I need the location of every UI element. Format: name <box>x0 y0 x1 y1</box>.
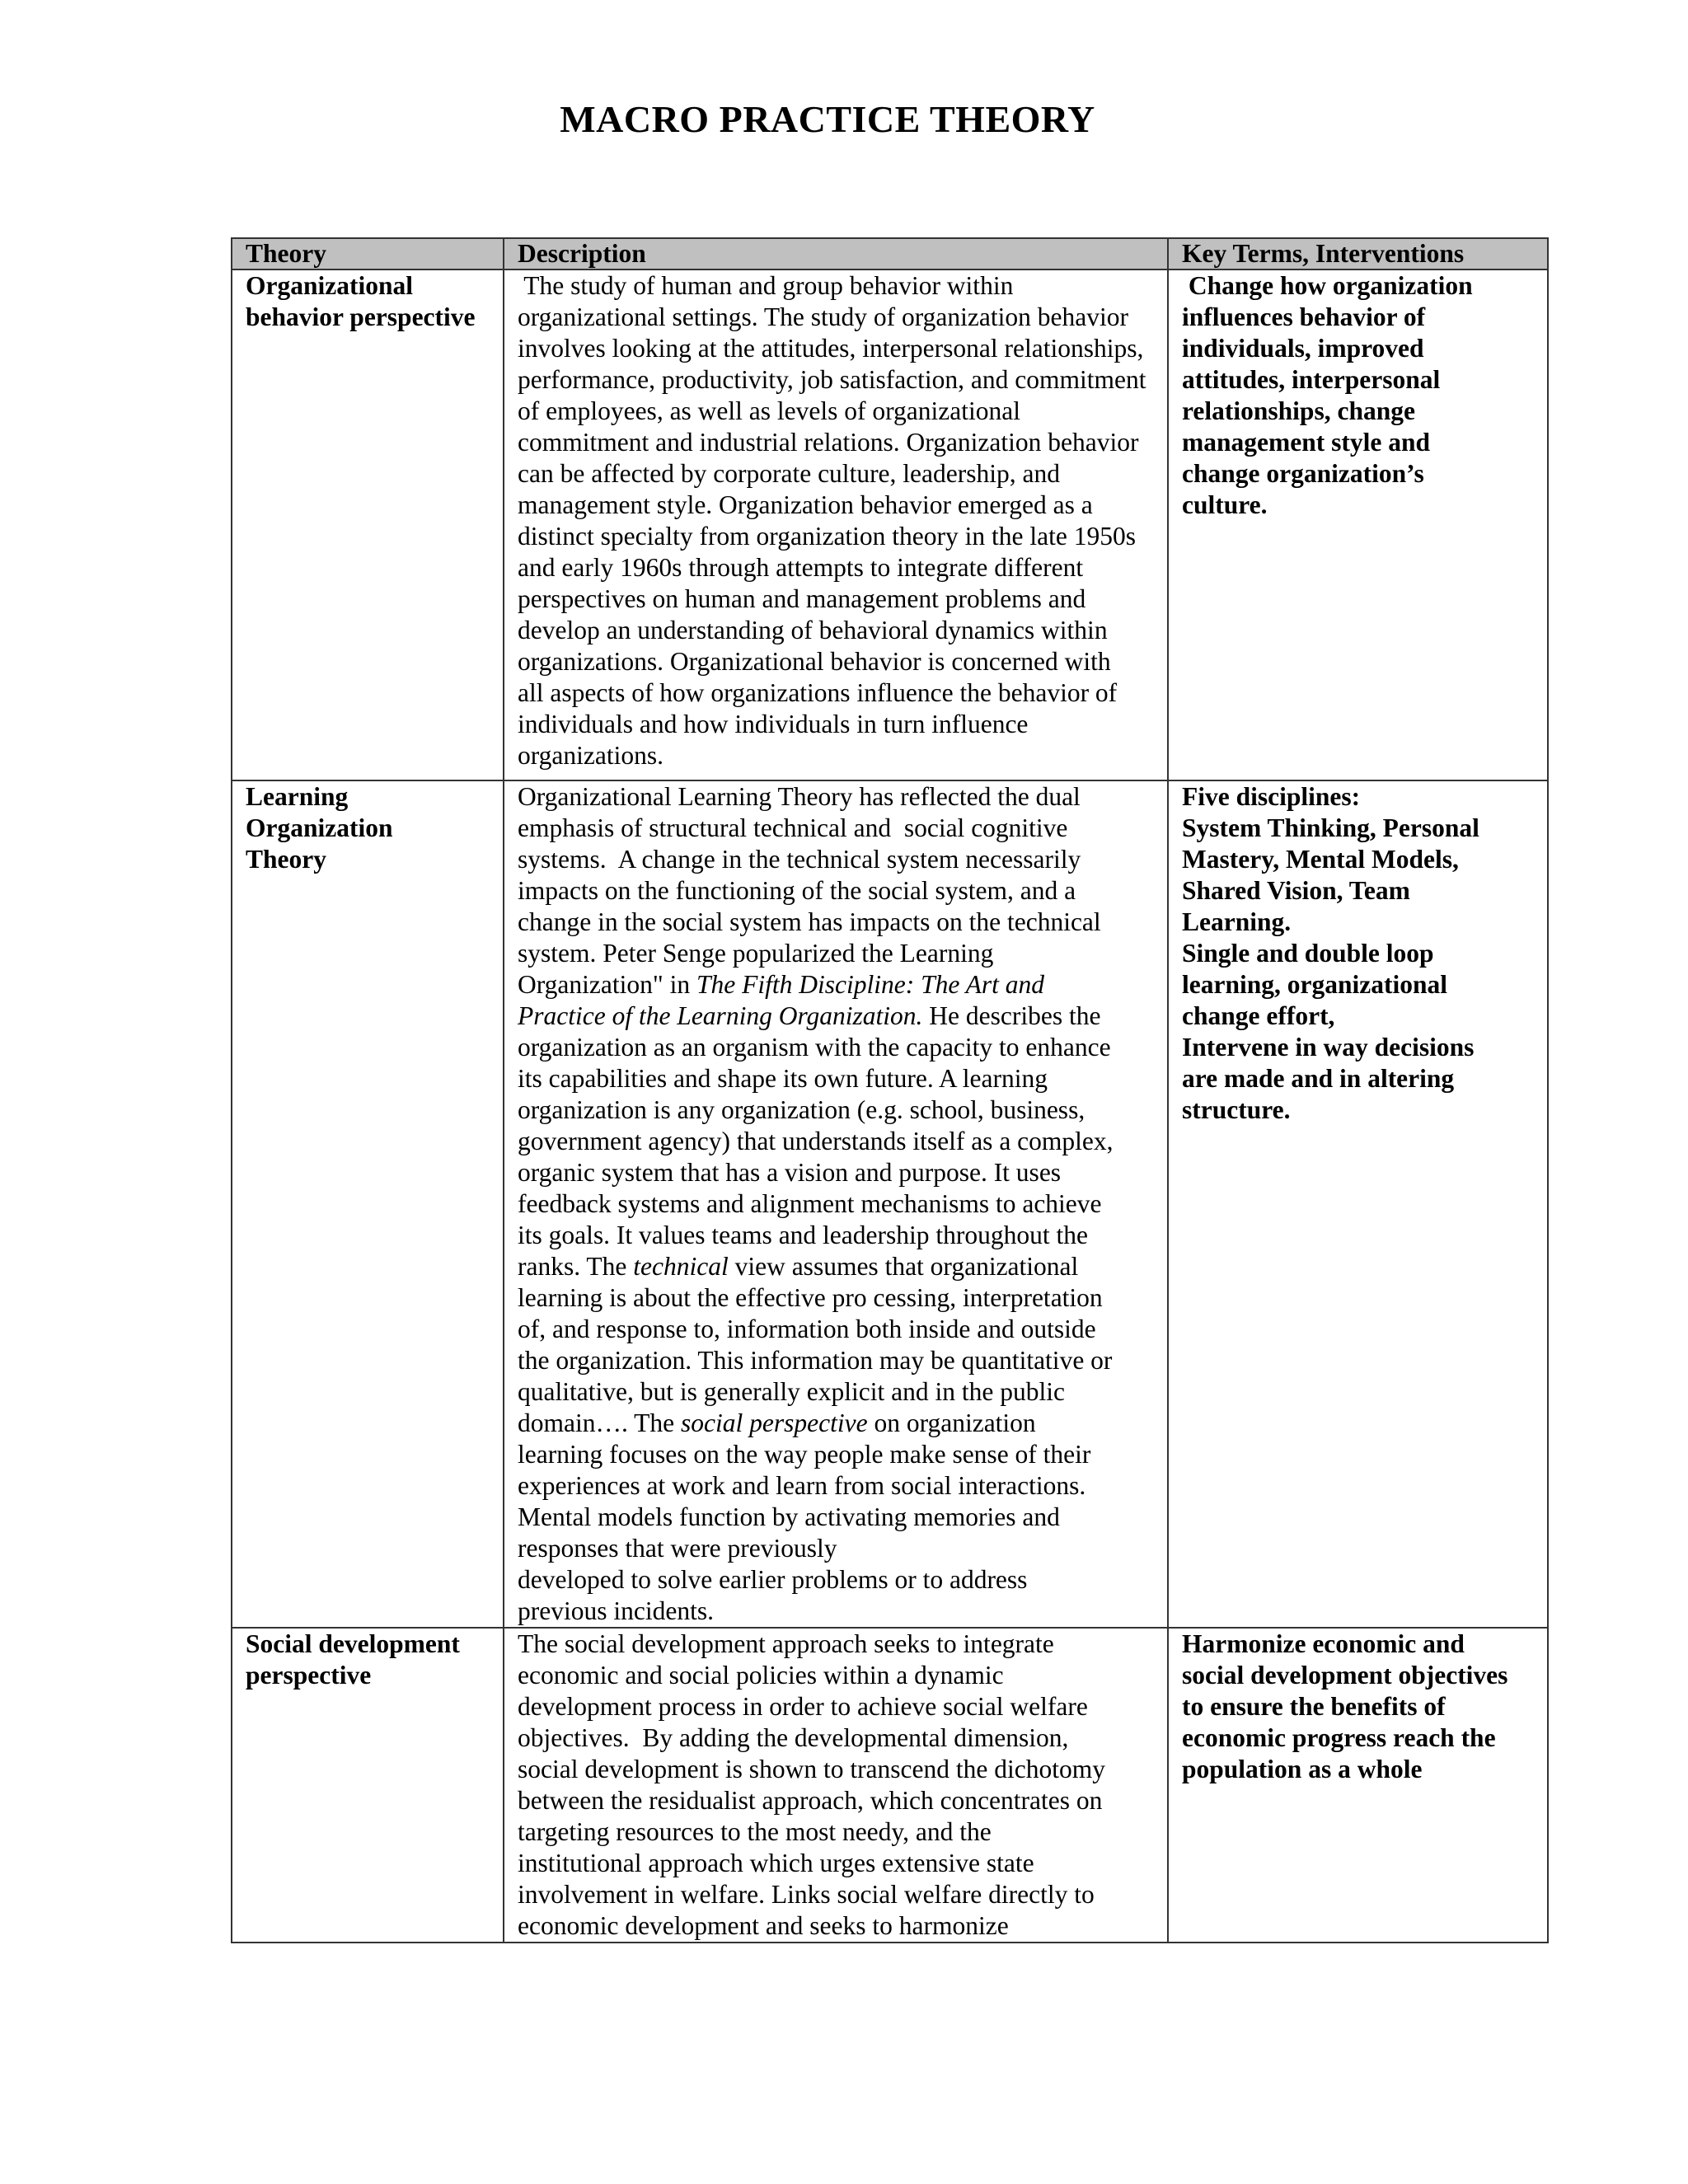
description-text: domain…. The <box>518 1408 682 1437</box>
description-line <box>518 1408 1156 1439</box>
description-line: organizations. <box>518 741 664 770</box>
description-cell <box>504 269 1168 780</box>
description-text: He describes the <box>922 1001 1101 1030</box>
description-line <box>518 969 1156 1001</box>
description-line: learning is about the effective pro cessing, interpretation <box>518 1283 1103 1312</box>
theory-name-line: perspective <box>246 1661 372 1690</box>
theory-name-cell <box>232 780 504 1628</box>
description-line <box>518 1001 1156 1032</box>
table-header-row <box>232 238 1548 269</box>
description-line: government agency) that understands itself as a complex, <box>518 1127 1114 1155</box>
key-terms-line: Shared Vision, Team <box>1182 876 1410 905</box>
description-line: the organization. This information may be quantitative or <box>518 1346 1113 1375</box>
key-terms-line: population as a whole <box>1182 1755 1423 1783</box>
table-row <box>232 780 1548 1628</box>
description-line: involves looking at the attitudes, interpersonal relationships, <box>518 334 1144 363</box>
column-header-theory: Theory <box>232 238 504 269</box>
description-text: view assumes that organizational <box>728 1252 1079 1281</box>
description-line: social development is shown to transcend the dichotomy <box>518 1755 1105 1783</box>
description-line: its goals. It values teams and leadership throughout the <box>518 1221 1088 1249</box>
description-line <box>518 1251 1156 1282</box>
description-text: on organization <box>867 1408 1036 1437</box>
table-row <box>232 269 1548 780</box>
description-line: system. Peter Senge popularized the Learning <box>518 939 994 968</box>
description-line: its capabilities and shape its own future. A learning <box>518 1064 1048 1093</box>
description-cell <box>504 780 1168 1628</box>
key-terms-line: Mastery, Mental Models, <box>1182 845 1459 874</box>
description-line: emphasis of structural technical and social cognitive <box>518 813 1068 842</box>
book-title-text: The Fifth Discipline: The Art and <box>696 970 1045 999</box>
theory-table <box>231 237 1549 1943</box>
description-line: learning focuses on the way people make sense of their <box>518 1440 1091 1469</box>
table-row <box>232 1628 1548 1943</box>
description-line: previous incidents. <box>518 1596 714 1625</box>
description-line: targeting resources to the most needy, and the <box>518 1817 992 1846</box>
key-terms-line: change organization’s <box>1182 459 1424 488</box>
description-line: of, and response to, information both inside and outside <box>518 1315 1096 1343</box>
key-terms-line: management style and <box>1182 428 1430 457</box>
emphasis-text: social perspective <box>681 1408 868 1437</box>
description-line: development process in order to achieve social welfare <box>518 1692 1088 1721</box>
description-line: experiences at work and learn from social interactions. <box>518 1471 1086 1500</box>
key-terms-line: social development objectives <box>1182 1661 1508 1690</box>
key-terms-cell <box>1168 269 1548 780</box>
key-terms-line: learning, organizational <box>1182 970 1447 999</box>
key-terms-line: Learning. <box>1182 907 1292 936</box>
description-line: organizational settings. The study of organization behavior <box>518 302 1128 331</box>
key-terms-line: are made and in altering <box>1182 1064 1455 1093</box>
key-terms-line: Change how organization <box>1182 271 1473 300</box>
description-line: develop an understanding of behavioral dynamics within <box>518 616 1108 644</box>
description-line: of employees, as well as levels of organizational <box>518 396 1020 425</box>
description-line: involvement in welfare. Links social welfare directly to <box>518 1880 1095 1909</box>
book-title-text: Practice of the Learning Organization. <box>518 1001 923 1030</box>
key-terms-line: relationships, change <box>1182 396 1415 425</box>
description-line: The study of human and group behavior within <box>518 271 1014 300</box>
key-terms-line: change effort, <box>1182 1001 1335 1030</box>
column-header-description: Description <box>504 238 1168 269</box>
theory-name-line: Organizational <box>246 271 413 300</box>
theory-name-cell <box>232 269 504 780</box>
key-terms-line: Intervene in way decisions <box>1182 1033 1475 1062</box>
key-terms-line: Five disciplines: <box>1182 782 1361 811</box>
description-line: all aspects of how organizations influence the behavior of <box>518 678 1118 707</box>
theory-name-line: Organization <box>246 813 393 842</box>
description-line: can be affected by corporate culture, leadership, and <box>518 459 1060 488</box>
description-cell <box>504 1628 1168 1943</box>
description-line: organization is any organization (e.g. school, business, <box>518 1095 1085 1124</box>
key-terms-line: structure. <box>1182 1095 1291 1124</box>
description-line: change in the social system has impacts on the technical <box>518 907 1101 936</box>
description-line: individuals and how individuals in turn influence <box>518 710 1029 738</box>
description-line: institutional approach which urges extensive state <box>518 1849 1034 1877</box>
description-line: The social development approach seeks to integrate <box>518 1629 1054 1658</box>
description-line: perspectives on human and management problems and <box>518 584 1086 613</box>
description-line: and early 1960s through attempts to integrate different <box>518 553 1084 582</box>
page-title: MACRO PRACTICE THEORY <box>560 98 1095 140</box>
description-text: ranks. The <box>518 1252 634 1281</box>
key-terms-line: economic progress reach the <box>1182 1723 1496 1752</box>
key-terms-cell <box>1168 1628 1548 1943</box>
description-line: responses that were previously <box>518 1534 837 1563</box>
key-terms-line: Single and double loop <box>1182 939 1434 968</box>
description-line: commitment and industrial relations. Organization behavior <box>518 428 1139 457</box>
description-line: feedback systems and alignment mechanisms to achieve <box>518 1189 1102 1218</box>
key-terms-line: influences behavior of <box>1182 302 1426 331</box>
emphasis-text: technical <box>633 1252 729 1281</box>
theory-name-cell <box>232 1628 504 1943</box>
description-line: organic system that has a vision and purpose. It uses <box>518 1158 1062 1187</box>
key-terms-line: culture. <box>1182 490 1268 519</box>
description-line: organizations. Organizational behavior is concerned with <box>518 647 1111 676</box>
description-line: management style. Organization behavior emerged as a <box>518 490 1093 519</box>
column-header-key-terms: Key Terms, Interventions <box>1168 238 1548 269</box>
description-line: systems. A change in the technical system necessarily <box>518 845 1081 874</box>
description-line: Mental models function by activating memories and <box>518 1502 1060 1531</box>
description-line: impacts on the functioning of the social system, and a <box>518 876 1076 905</box>
description-line: qualitative, but is generally explicit and in the public <box>518 1377 1065 1406</box>
theory-name-line: Theory <box>246 845 326 874</box>
description-line: Organizational Learning Theory has reflected the dual <box>518 782 1081 811</box>
key-terms-line: individuals, improved <box>1182 334 1424 363</box>
description-line: economic and social policies within a dynamic <box>518 1661 1004 1690</box>
theory-name-line: Social development <box>246 1629 460 1658</box>
description-line: between the residualist approach, which concentrates on <box>518 1786 1103 1815</box>
key-terms-line: to ensure the benefits of <box>1182 1692 1446 1721</box>
key-terms-line: System Thinking, Personal <box>1182 813 1479 842</box>
key-terms-cell <box>1168 780 1548 1628</box>
description-text: Organization" in <box>518 970 696 999</box>
key-terms-line: Harmonize economic and <box>1182 1629 1465 1658</box>
description-line: organization as an organism with the capacity to enhance <box>518 1033 1111 1062</box>
theory-name-line: Learning <box>246 782 349 811</box>
description-line: objectives. By adding the developmental dimension, <box>518 1723 1069 1752</box>
description-line: distinct specialty from organization theory in the late 1950s <box>518 522 1136 551</box>
description-line: developed to solve earlier problems or to address <box>518 1565 1028 1594</box>
key-terms-line: attitudes, interpersonal <box>1182 365 1441 394</box>
description-line: economic development and seeks to harmonize <box>518 1911 1009 1940</box>
theory-name-line: behavior perspective <box>246 302 476 331</box>
description-line: performance, productivity, job satisfaction, and commitment <box>518 365 1146 394</box>
